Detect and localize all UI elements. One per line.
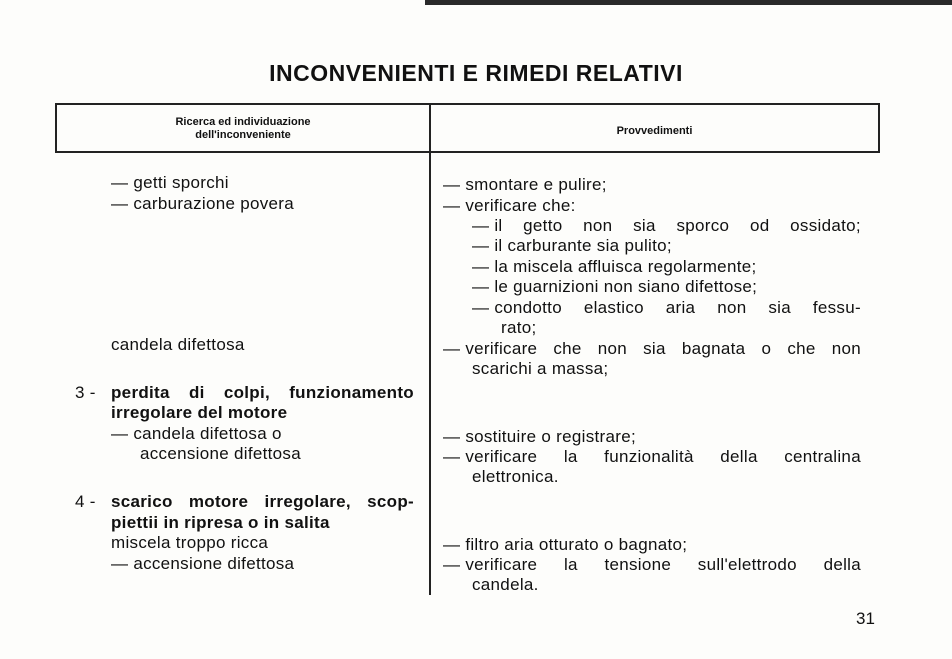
word: funzionalità [604, 447, 694, 466]
word: scarico [111, 492, 173, 511]
word: colpi, [223, 383, 271, 402]
word: che [787, 339, 816, 358]
word: che [553, 339, 582, 358]
symptom-line: — candela difettosa o [111, 424, 282, 443]
word: — il [472, 216, 503, 235]
word: od [749, 216, 770, 235]
section-number-4: 4 - [75, 492, 96, 511]
word: non [831, 339, 861, 358]
word: — verificare [443, 555, 538, 574]
remedy-subline [472, 298, 861, 318]
section-4-heading-cont: piettii in ripresa o in salita [111, 513, 330, 532]
word: della [823, 555, 861, 574]
word: perdita [111, 383, 170, 402]
remedy-line: — verificare che: [443, 196, 576, 215]
word: — verificare [443, 339, 538, 358]
remedy-line: — smontare e pulire; [443, 175, 607, 194]
section-3-heading-cont: irregolare del motore [111, 403, 288, 422]
column-header-remedies: Provvedimenti [616, 125, 693, 137]
remedy-line [443, 447, 861, 467]
word: la [563, 555, 578, 574]
word: — condotto [472, 298, 562, 317]
word: della [720, 447, 758, 466]
symptom-line: accensione difettosa [140, 444, 301, 463]
symptom-line: candela difettosa [111, 335, 245, 354]
word: sporco [676, 216, 730, 235]
column-header-diagnosis-line1: Ricerca ed individuazione [175, 116, 311, 128]
remedy-line [443, 339, 861, 359]
symptom-line: — accensione difettosa [111, 554, 295, 573]
word: funzionamento [289, 383, 414, 402]
remedy-subline-cont: rato; [501, 318, 537, 337]
table-right-border [878, 103, 880, 153]
word: irregolare, [264, 492, 351, 511]
word: sia [633, 216, 656, 235]
word: aria [665, 298, 696, 317]
column-header-diagnosis [57, 116, 429, 142]
word: non [717, 298, 747, 317]
section-4-heading [111, 492, 414, 512]
word: centralina [784, 447, 861, 466]
remedy-subline: — le guarnizioni non siano difettose; [472, 277, 758, 296]
remedy-line: — filtro aria otturato o bagnato; [443, 535, 688, 554]
word: sull'elettrodo [697, 555, 797, 574]
word: — verificare [443, 447, 538, 466]
table-top-border [55, 103, 880, 105]
word: di [188, 383, 205, 402]
word: motore [188, 492, 249, 511]
remedy-subline [472, 216, 861, 236]
word: sia [768, 298, 791, 317]
word: o [761, 339, 772, 358]
remedy-subline: — il carburante sia pulito; [472, 236, 672, 255]
column-header-diagnosis-line2: dell'inconveniente [195, 129, 291, 141]
word: la [563, 447, 578, 466]
word: scop- [367, 492, 414, 511]
table-header-border [55, 151, 880, 153]
word: non [583, 216, 613, 235]
remedy-line-cont: scarichi a massa; [472, 359, 609, 378]
symptom-line: — carburazione povera [111, 194, 295, 213]
remedy-line-cont: elettronica. [472, 467, 559, 486]
page-number: 31 [856, 609, 875, 628]
word: fessu- [812, 298, 861, 317]
table-column-divider [429, 103, 431, 595]
page-title: INCONVENIENTI E RIMEDI RELATIVI [269, 60, 683, 86]
remedy-subline: — la miscela affluisca regolarmente; [472, 257, 757, 276]
word: non [597, 339, 628, 358]
section-number-3: 3 - [75, 383, 96, 402]
remedy-line: — sostituire o registrare; [443, 427, 636, 446]
word: bagnata [681, 339, 746, 358]
symptom-line: — getti sporchi [111, 173, 229, 192]
word: tensione [604, 555, 672, 574]
remedy-line-cont: candela. [472, 575, 539, 594]
word: sia [643, 339, 666, 358]
section-3-heading [111, 383, 414, 403]
remedy-line [443, 555, 861, 575]
symptom-line: miscela troppo ricca [111, 533, 269, 552]
word: getto [523, 216, 563, 235]
word: elastico [583, 298, 644, 317]
word: ossidato; [790, 216, 861, 235]
top-edge-rule [425, 0, 952, 5]
